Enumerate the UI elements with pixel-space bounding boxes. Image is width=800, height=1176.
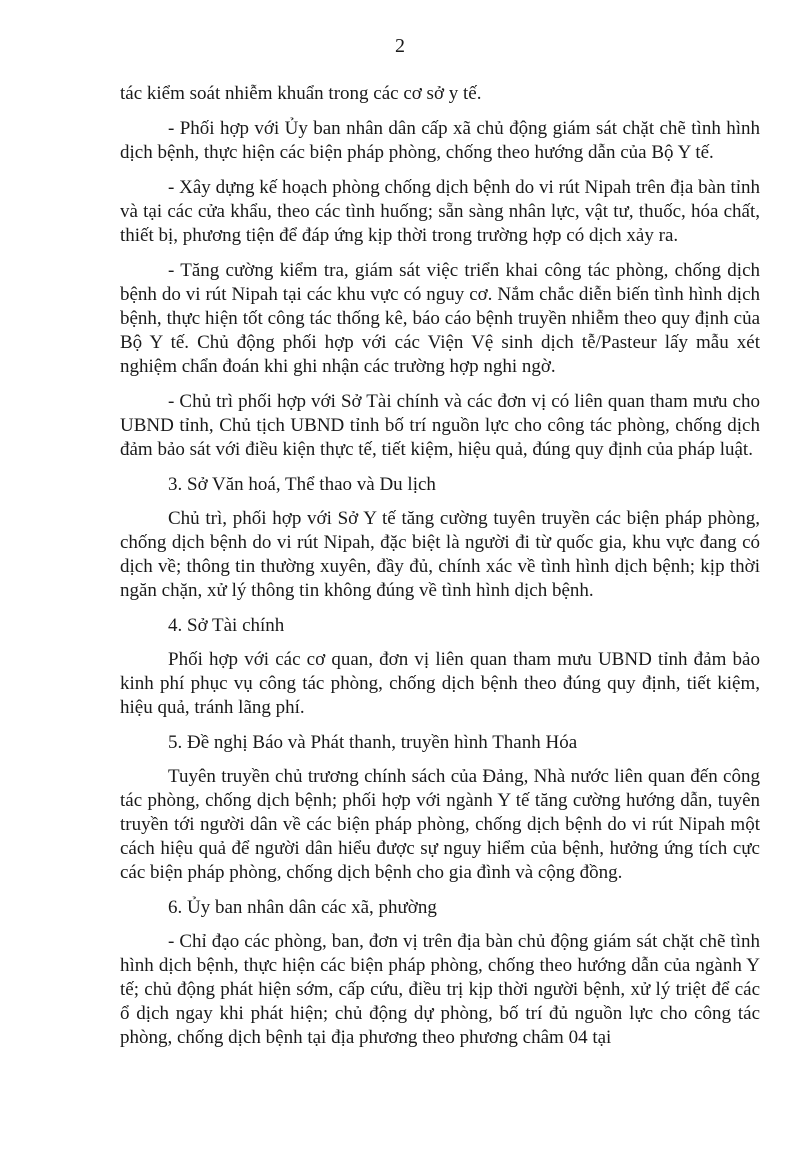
page-number: 2 xyxy=(395,35,405,57)
document-body xyxy=(120,82,760,1061)
paragraph-finance-coordination: - Chủ trì phối hợp với Sở Tài chính và các đơn vị có liên quan tham mưu cho UBND tỉnh, Chủ tịch UBND tỉnh bố trí nguồn lực cho công tác phòng, chống dịch đảm bảo sát với điều kiện thực tế, tiết kiệm, hiệu quả, đúng quy định của pháp luật. xyxy=(120,391,760,460)
section-heading-media: 5. Đề nghị Báo và Phát thanh, truyền hình Thanh Hóa xyxy=(168,732,578,753)
section-heading-communes: 6. Ủy ban nhân dân các xã, phường xyxy=(168,897,437,918)
paragraph-inspection: - Tăng cường kiểm tra, giám sát việc triển khai công tác phòng, chống dịch bệnh do vi rút Nipah tại các khu vực có nguy cơ. Nắm chắc diễn biến tình hình dịch bệnh, thực hiện tốt công tác thống kê, báo cáo bệnh truyền nhiễm theo quy định của Bộ Y tế. Chủ động phối hợp với các Viện Vệ sinh dịch tễ/Pasteur lấy mẫu xét nghiệm chẩn đoán khi ghi nhận các trường hợp nghi ngờ. xyxy=(120,260,760,377)
paragraph-continued: tác kiểm soát nhiễm khuẩn trong các cơ sở y tế. xyxy=(120,83,482,104)
paragraph-culture: Chủ trì, phối hợp với Sở Y tế tăng cường tuyên truyền các biện pháp phòng, chống dịch bệnh do vi rút Nipah, đặc biệt là người đi từ quốc gia, khu vực đang có dịch về; thông tin thường xuyên, đầy đủ, chính xác về tình hình dịch bệnh; kịp thời ngăn chặn, xử lý thông tin không đúng về tình hình dịch bệnh. xyxy=(120,508,760,601)
paragraph-coordinate-commune: - Phối hợp với Ủy ban nhân dân cấp xã chủ động giám sát chặt chẽ tình hình dịch bệnh, thực hiện các biện pháp phòng, chống theo hướng dẫn của Bộ Y tế. xyxy=(120,118,760,163)
section-heading-culture: 3. Sở Văn hoá, Thể thao và Du lịch xyxy=(168,474,436,495)
paragraph-finance: Phối hợp với các cơ quan, đơn vị liên quan tham mưu UBND tỉnh đảm bảo kinh phí phục vụ công tác phòng, chống dịch bệnh theo đúng quy định, tiết kiệm, hiệu quả, tránh lãng phí. xyxy=(120,649,760,718)
paragraph-media: Tuyên truyền chủ trương chính sách của Đảng, Nhà nước liên quan đến công tác phòng, chống dịch bệnh; phối hợp với ngành Y tế tăng cường hướng dẫn, tuyên truyền tới người dân về các biện pháp phòng, chống dịch bệnh do vi rút Nipah một cách hiệu quả để người dân hiểu được sự nguy hiểm của bệnh, hưởng ứng tích cực các biện pháp phòng, chống dịch bệnh cho gia đình và cộng đồng. xyxy=(120,766,760,883)
paragraph-communes: - Chỉ đạo các phòng, ban, đơn vị trên địa bàn chủ động giám sát chặt chẽ tình hình dịch bệnh, thực hiện các biện pháp phòng, chống theo hướng dẫn của ngành Y tế; chủ động phát hiện sớm, cấp cứu, điều trị kịp thời người bệnh, xử lý triệt để các ổ dịch ngay khi phát hiện; chủ động dự phòng, bố trí đủ nguồn lực cho công tác phòng, chống dịch bệnh tại địa phương theo phương châm 04 tại xyxy=(120,931,760,1048)
paragraph-prevention-plan: - Xây dựng kế hoạch phòng chống dịch bệnh do vi rút Nipah trên địa bàn tỉnh và tại các cửa khẩu, theo các tình huống; sẵn sàng nhân lực, vật tư, thuốc, hóa chất, thiết bị, phương tiện để đáp ứng kịp thời trong trường hợp có dịch xảy ra. xyxy=(120,177,760,246)
section-heading-finance: 4. Sở Tài chính xyxy=(168,615,285,636)
